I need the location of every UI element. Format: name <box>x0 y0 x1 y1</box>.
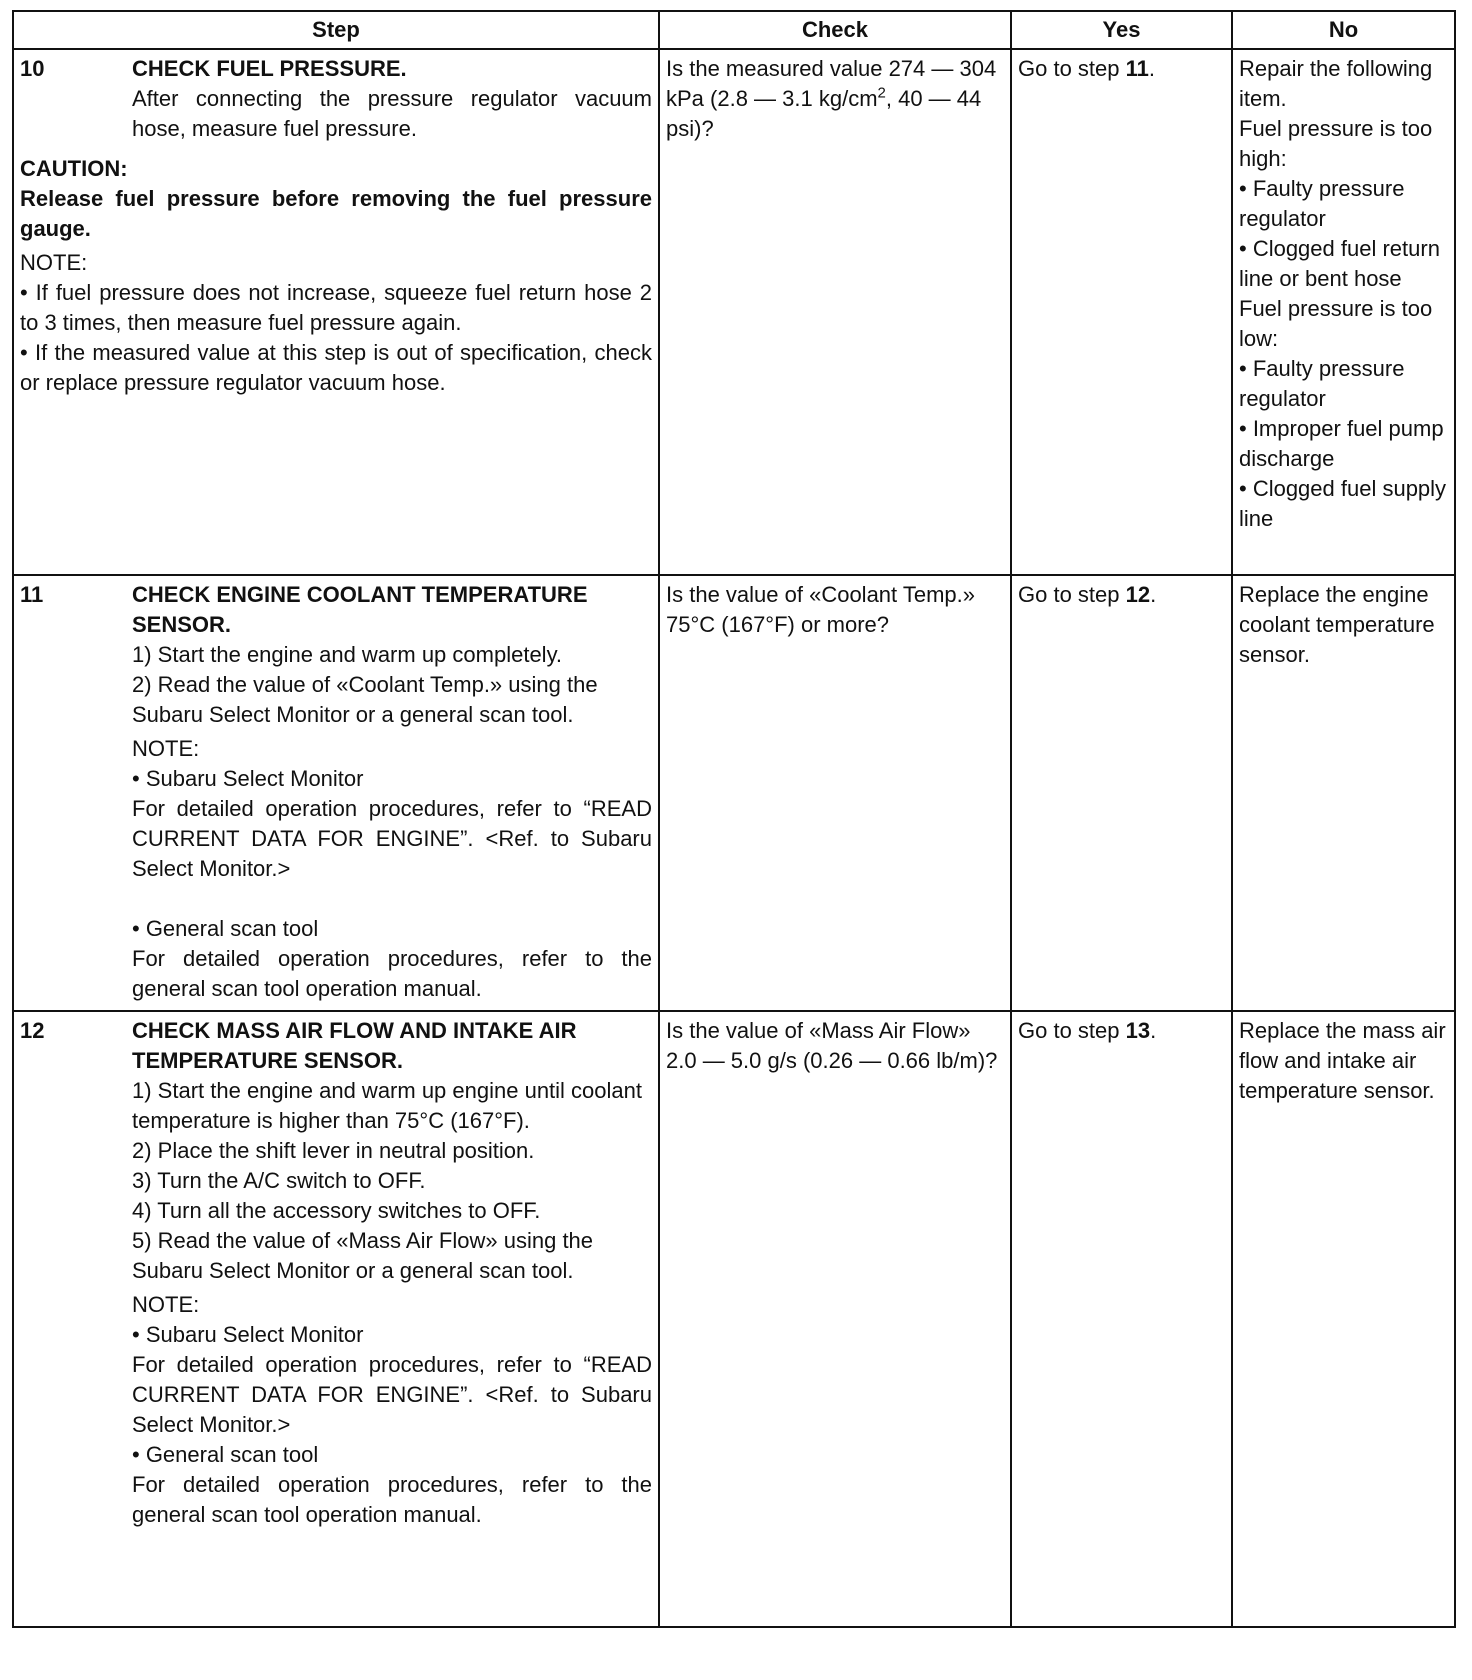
yes-step-link[interactable]: 12 <box>1125 582 1151 607</box>
header-no: No <box>1232 11 1455 49</box>
note-gst-label: • General scan tool <box>132 1442 319 1467</box>
step-cell <box>13 1011 659 1627</box>
check-cell <box>659 49 1011 575</box>
step-item: 1) Start the engine and warm up completely. <box>132 642 563 667</box>
yes-prefix: Go to step <box>1018 1018 1126 1043</box>
yes-suffix: . <box>1150 582 1157 607</box>
note-gst-text: For detailed operation procedures, refer to the general scan tool operation manual. <box>132 1472 652 1527</box>
table-row <box>13 1011 1455 1627</box>
no-item: • Faulty pressure regulator <box>1239 356 1405 411</box>
yes-step-link[interactable]: 13 <box>1125 1018 1151 1043</box>
yes-prefix: Go to step <box>1018 56 1126 81</box>
yes-cell <box>1011 49 1232 575</box>
no-cell: Replace the engine coolant temperature sensor. <box>1232 575 1455 1011</box>
step-item: 4) Turn all the accessory switches to OFF. <box>132 1198 541 1223</box>
step-title: CHECK ENGINE COOLANT TEMPERATURE SENSOR. <box>132 582 588 637</box>
yes-suffix: . <box>1148 56 1156 81</box>
note-label: NOTE: <box>132 736 200 761</box>
step-item: 2) Place the shift lever in neutral position. <box>132 1138 535 1163</box>
yes-prefix: Go to step <box>1018 582 1126 607</box>
caution-label: CAUTION: <box>20 156 128 181</box>
step-number: 11 <box>20 582 44 607</box>
diagnostic-table <box>12 10 1456 1628</box>
step-number: 10 <box>20 56 45 81</box>
table-row <box>13 575 1455 1011</box>
step-title: CHECK MASS AIR FLOW AND INTAKE AIR TEMPERATURE SENSOR. <box>132 1018 577 1073</box>
note-item: • If fuel pressure does not increase, squeeze fuel return hose 2 to 3 times, then measure fuel pressure again. <box>20 280 652 335</box>
note-item: • If the measured value at this step is out of specification, check or replace pressure regulator vacuum hose. <box>20 340 652 395</box>
yes-cell <box>1011 1011 1232 1627</box>
step-number: 12 <box>20 1018 45 1043</box>
no-item: • Clogged fuel return line or bent hose <box>1239 236 1440 291</box>
no-item: • Faulty pressure regulator <box>1239 176 1405 231</box>
header-row <box>13 11 1455 49</box>
check-cell: Is the value of «Coolant Temp.» 75°C (167°F) or more? <box>659 575 1011 1011</box>
header-step: Step <box>13 11 659 49</box>
no-item: • Improper fuel pump discharge <box>1239 416 1444 471</box>
table-row <box>13 49 1455 575</box>
yes-cell <box>1011 575 1232 1011</box>
no-item: • Clogged fuel supply line <box>1239 476 1447 531</box>
note-sm-label: • Subaru Select Monitor <box>132 1322 364 1347</box>
note-label: NOTE: <box>20 250 88 275</box>
no-item: Fuel pressure is too high: <box>1239 116 1433 171</box>
step-item: 2) Read the value of «Coolant Temp.» using the Subaru Select Monitor or a general scan tool. <box>132 672 598 727</box>
step-item: 1) Start the engine and warm up engine until coolant temperature is higher than 75°C (167°F). <box>132 1078 642 1133</box>
no-cell <box>1232 49 1455 575</box>
no-item: Fuel pressure is too low: <box>1239 296 1433 351</box>
note-sm-text: For detailed operation procedures, refer to “READ CURRENT DATA FOR ENGINE”. <Ref. to Subaru Select Monitor.> <box>132 1352 652 1437</box>
check-text: Is the measured value 274 — 304 kPa (2.8 — 3.1 kg/cm <box>666 56 997 111</box>
yes-step-link[interactable]: 11 <box>1125 56 1149 81</box>
no-cell: Replace the mass air flow and intake air temperature sensor. <box>1232 1011 1455 1627</box>
note-sm-text: For detailed operation procedures, refer to “READ CURRENT DATA FOR ENGINE”. <Ref. to Subaru Select Monitor.> <box>132 796 652 881</box>
step-cell <box>13 49 659 575</box>
caution-text: Release fuel pressure before removing the fuel pressure gauge. <box>20 186 652 241</box>
note-label: NOTE: <box>132 1292 200 1317</box>
header-check: Check <box>659 11 1011 49</box>
step-item: 5) Read the value of «Mass Air Flow» using the Subaru Select Monitor or a general scan tool. <box>132 1228 594 1283</box>
step-title: CHECK FUEL PRESSURE. <box>132 56 407 81</box>
check-text-end: , 40 — 44 psi)? <box>666 86 982 141</box>
step-cell <box>13 575 659 1011</box>
header-yes: Yes <box>1011 11 1232 49</box>
yes-suffix: . <box>1150 1018 1157 1043</box>
check-cell: Is the value of «Mass Air Flow» 2.0 — 5.0 g/s (0.26 — 0.66 lb/m)? <box>659 1011 1011 1627</box>
note-gst-text: For detailed operation procedures, refer to the general scan tool operation manual. <box>132 946 652 1001</box>
note-sm-label: • Subaru Select Monitor <box>132 766 364 791</box>
no-item: Repair the following item. <box>1239 56 1433 111</box>
step-intro: After connecting the pressure regulator vacuum hose, measure fuel pressure. <box>132 86 652 141</box>
step-item: 3) Turn the A/C switch to OFF. <box>132 1168 426 1193</box>
check-superscript: 2 <box>877 84 886 102</box>
note-gst-label: • General scan tool <box>132 916 319 941</box>
